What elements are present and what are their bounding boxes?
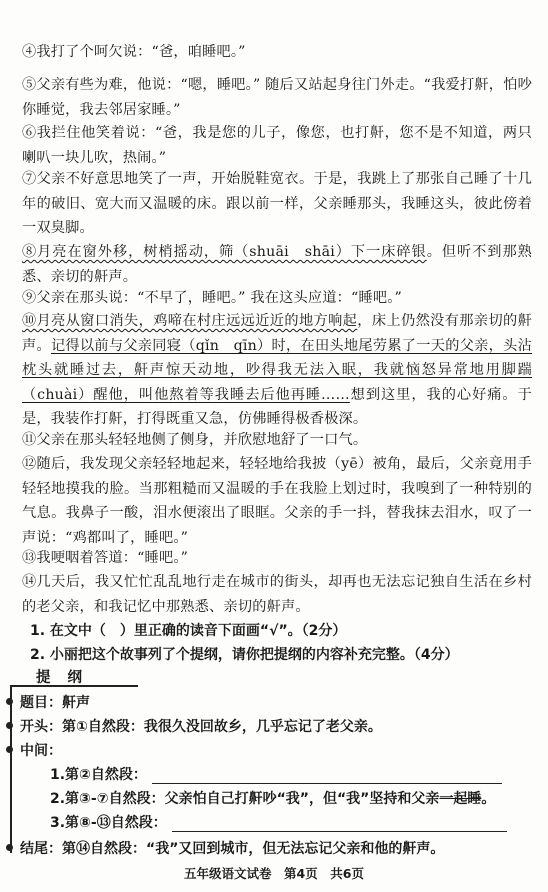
outline-topic-text: 题目：鼾声: [20, 695, 90, 711]
outline-item-2: [50, 788, 495, 808]
outline-opening: [20, 716, 382, 736]
outline-middle-text: 中间：: [20, 743, 62, 759]
paragraph-5: ⑤父亲有些为难，他说：“嗯，睡吧。” 随后又站起身往门外走。“我爱打鼾，怕吵你睡觉，我去邻居家睡。”: [22, 77, 532, 118]
outline-opening-text: 开头：第①自然段：我很久没回故乡，几乎忘记了老父亲。: [20, 719, 382, 735]
wavy-underlined-sentence-10: ⑩月亮从窗口消失，鸡啼在村庄远远近近的地方响起: [22, 313, 358, 329]
underlined-sentence-8: ⑧月亮在窗外移，树梢摇动，筛（shuāi shāi）下一床碎银: [22, 244, 427, 260]
paragraph-10-mid: ，床上仍然没有那亲切的鼾声。: [22, 313, 532, 354]
outline-item-3: [50, 812, 507, 832]
outline-item-3-label: 3.第⑧-⑬自然段：: [50, 815, 167, 831]
outline-middle: [20, 740, 62, 760]
outline-item-1: [50, 764, 502, 784]
paragraph-6: ⑥我拦住他笑着说：“爸，我是您的儿子，像您，也打鼾，您不是不知道，两只喇叭一块儿吹，热闹。”: [22, 125, 532, 166]
paragraph-9: ⑨父亲在那头说：“不早了，睡吧。” 我在这头应道：“睡吧。”: [22, 290, 403, 306]
outline-item-2-strike: 一起睡: [439, 791, 482, 807]
outline-ending-text: 结尾：第⑭自然段：“我”又回到城市，但无法忘记父亲和他的鼾声。: [20, 841, 445, 857]
outline-ending: [20, 838, 444, 858]
outline-bracket-top: [10, 685, 138, 687]
outline-title: 提 纲: [36, 670, 89, 686]
paragraph-7: ⑦父亲不好意思地笑了一声，开始脱鞋宽衣。于是，我跳上了那张自己睡了十几年的破旧、宽大而又温暖的床。跟以前一样，父亲睡那头，我睡这头，彼此傍着一双臭脚。: [22, 171, 532, 237]
paragraph-8-rest: 。但听不到那熟悉、亲切的鼾声。: [22, 244, 532, 285]
bullet-icon: [6, 844, 13, 851]
bullet-icon: [6, 746, 13, 753]
bullet-icon: [6, 722, 13, 729]
paragraph-10: [22, 309, 532, 432]
outline-item-2-text: 2.第③-⑦自然段：父亲怕自己打鼾吵“我”，但“我”坚持和父亲: [50, 791, 440, 807]
paragraph-8: [22, 240, 532, 289]
paragraph-11: ⑪父亲在那头轻轻地侧了侧身，并欣慰地舒了一口气。: [22, 432, 368, 448]
outline-bracket-line: [10, 685, 12, 853]
outline-item-1-label: 1.第②自然段：: [50, 767, 147, 783]
paragraph-14: ⑭几天后，我又忙忙乱乱地行走在城市的街头，却再也无法忘记独自生活在乡村的老父亲，和我记忆中那熟悉、亲切的鼾声。: [22, 574, 532, 615]
answer-blank-1[interactable]: [152, 767, 502, 784]
paragraph-13: ⑬我哽咽着答道：“睡吧。”: [22, 550, 189, 566]
question-2: 2. 小丽把这个故事列了个提纲，请你把提纲的内容补充完整。（4分）: [30, 647, 459, 663]
paragraph-12: ⑫随后，我发现父亲轻轻地起来，轻轻地给我披（yē）被角，最后，父亲竟用手轻轻地摸我的脸。当那粗糙而又温暖的手在我脸上划过时，我嗅到了一种特别的气息。我鼻子一酸，泪水便滚出了眼眶。父亲的手一抖，替我抹去泪水，叹了一声说：“鸡都叫了，睡吧。”: [22, 456, 532, 546]
outline-topic: [20, 692, 90, 712]
paragraph-10-end: 想到这里，我的心好痛。于是，我装作打鼾，打得既重又急，仿佛睡得极香极深。: [22, 386, 532, 428]
question-1: 1. 在文中（ ）里正确的读音下面画“√”。（2分）: [30, 623, 347, 639]
underlined-passage-10: 记得以前与父亲同寝（qǐn qīn）时，在田头地尾劳累了一天的父亲，头沾枕头就睡过去，鼾声惊天动地，吵得我无法入眠，我就恼怒异常地用脚踹（chuài）醒他，叫他熬着等我睡去后他再睡……: [22, 337, 532, 403]
outline-item-2-end: 。: [481, 791, 496, 807]
bullet-icon: [6, 698, 13, 705]
page-footer: 五年级语文试卷 第4页 共6页: [184, 866, 364, 881]
paragraph-4: ④我打了个呵欠说：“爸，咱睡吧。”: [22, 44, 246, 60]
answer-blank-3[interactable]: [172, 815, 507, 832]
